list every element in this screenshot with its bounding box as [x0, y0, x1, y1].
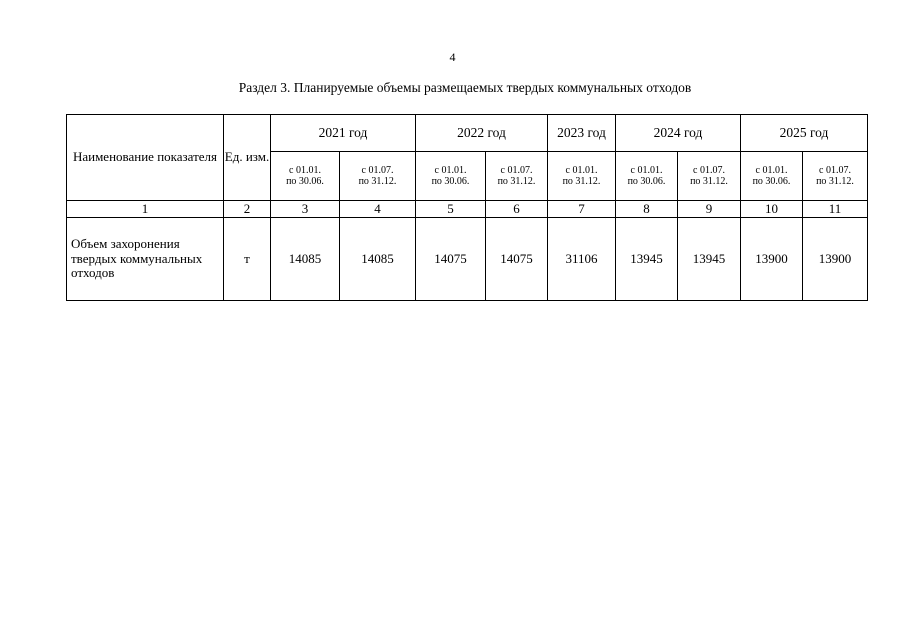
- period-cell: с 01.07. по 31.12.: [340, 152, 416, 201]
- period-cell: с 01.01. по 30.06.: [741, 152, 803, 201]
- planned-volumes-table: [66, 114, 868, 301]
- column-number: 6: [486, 201, 548, 218]
- value-cell: 13945: [678, 218, 741, 301]
- header-unit: Ед. изм.: [224, 115, 271, 201]
- column-number: 3: [271, 201, 340, 218]
- header-year-2024: 2024 год: [616, 115, 741, 152]
- section-title: Раздел 3. Планируемые объемы размещаемых твердых коммунальных отходов: [238, 80, 692, 95]
- column-number: 2: [224, 201, 271, 218]
- period-cell: с 01.01. по 30.06.: [616, 152, 678, 201]
- column-number: 9: [678, 201, 741, 218]
- column-number: 8: [616, 201, 678, 218]
- period-cell: с 01.07. по 31.12.: [803, 152, 868, 201]
- value-cell: 13900: [741, 218, 803, 301]
- header-year-2022: 2022 год: [416, 115, 548, 152]
- period-cell: с 01.07. по 31.12.: [486, 152, 548, 201]
- value-cell: 14075: [416, 218, 486, 301]
- page-number: 4: [449, 50, 456, 64]
- header-year-2021: 2021 год: [271, 115, 416, 152]
- period-cell: с 01.07. по 31.12.: [678, 152, 741, 201]
- column-number: 7: [548, 201, 616, 218]
- value-cell: 14085: [340, 218, 416, 301]
- column-number-row: [67, 201, 868, 218]
- header-year-2023: 2023 год: [548, 115, 616, 152]
- value-cell: 13900: [803, 218, 868, 301]
- header-row-years: [67, 115, 868, 152]
- value-cell: 14075: [486, 218, 548, 301]
- value-cell: 31106: [548, 218, 616, 301]
- period-cell: с 01.01. по 31.12.: [548, 152, 616, 201]
- period-cell: с 01.01. по 30.06.: [416, 152, 486, 201]
- value-cell: 14085: [271, 218, 340, 301]
- header-indicator-name: Наименование показателя: [67, 115, 224, 201]
- column-number: 11: [803, 201, 868, 218]
- column-number: 10: [741, 201, 803, 218]
- table-row: [67, 218, 868, 301]
- row-label: Объем захоронения твердых коммунальных отходов: [67, 218, 224, 301]
- row-unit: т: [224, 218, 271, 301]
- period-cell: с 01.01. по 30.06.: [271, 152, 340, 201]
- column-number: 4: [340, 201, 416, 218]
- header-year-2025: 2025 год: [741, 115, 868, 152]
- value-cell: 13945: [616, 218, 678, 301]
- column-number: 5: [416, 201, 486, 218]
- column-number: 1: [67, 201, 224, 218]
